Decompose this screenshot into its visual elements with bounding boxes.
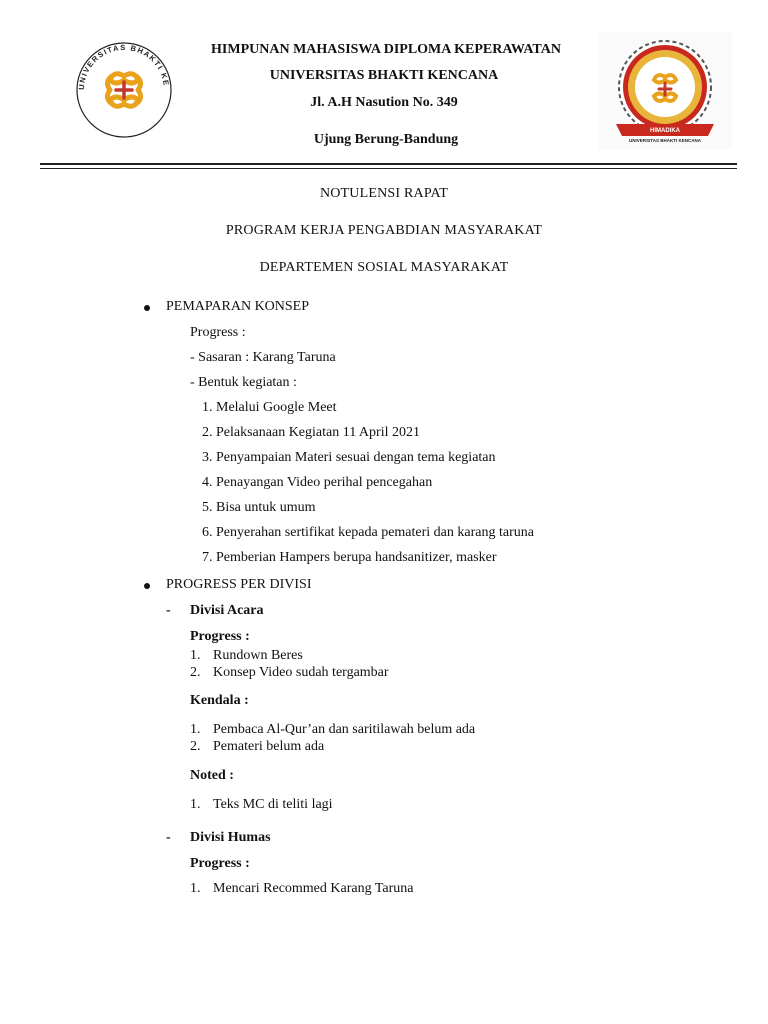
list-item: Konsep Video sudah tergambar — [213, 665, 389, 680]
svg-text:UNIVERSITAS BHAKTI KENCANA: UNIVERSITAS BHAKTI KE — [76, 42, 171, 91]
doc-title: NOTULENSI RAPAT — [319, 186, 449, 201]
section-heading-progress-per-divisi: PROGRESS PER DIVISI — [166, 577, 312, 592]
acara-kendala-label: Kendala : — [190, 693, 249, 708]
list-number: 2. — [190, 739, 201, 754]
list-number: 1. — [190, 722, 201, 737]
list-item: 4. Penayangan Video perihal pencegahan — [202, 475, 433, 490]
svg-text:UNIVERSITAS BHAKTI KENCANA: UNIVERSITAS BHAKTI KENCANA — [629, 138, 701, 143]
header-divider-thick — [40, 163, 737, 165]
list-item: 2. Pelaksanaan Kegiatan 11 April 2021 — [202, 425, 420, 440]
divisi-dash: - — [166, 603, 171, 618]
list-number: 2. — [190, 665, 201, 680]
doc-subtitle-program: PROGRAM KERJA PENGABDIAN MASYARAKAT — [225, 223, 543, 238]
list-item: 7. Pemberian Hampers berupa handsanitizer, masker — [202, 550, 497, 565]
acara-progress-label: Progress : — [190, 629, 250, 644]
bentuk-kegiatan-line: - Bentuk kegiatan : — [190, 375, 297, 390]
section-heading-pemaparan: PEMAPARAN KONSEP — [166, 299, 310, 314]
list-item: Teks MC di teliti lagi — [213, 797, 333, 812]
list-item: 5. Bisa untuk umum — [202, 500, 316, 515]
divisi-humas-title: Divisi Humas — [190, 830, 271, 845]
list-item: 1. Melalui Google Meet — [202, 400, 337, 415]
header-divider-thin — [40, 168, 737, 169]
bullet-icon — [144, 305, 150, 311]
svg-text:HIMADIKA: HIMADIKA — [650, 128, 680, 134]
sasaran-line: - Sasaran : Karang Taruna — [190, 350, 336, 365]
list-number: 1. — [190, 797, 201, 812]
list-item: Pemateri belum ada — [213, 739, 325, 754]
list-item: Mencari Recommed Karang Taruna — [213, 881, 414, 896]
divisi-dash: - — [166, 830, 171, 845]
city: Ujung Berung-Bandung — [313, 132, 459, 147]
acara-noted-label: Noted : — [190, 768, 234, 783]
list-number: 1. — [190, 881, 201, 896]
list-item: Rundown Beres — [213, 648, 303, 663]
org-name: HIMPUNAN MAHASISWA DIPLOMA KEPERAWATAN — [211, 42, 561, 57]
divisi-acara-title: Divisi Acara — [190, 603, 264, 618]
list-item: 3. Penyampaian Materi sesuai dengan tema kegiatan — [202, 450, 496, 465]
bullet-icon — [144, 583, 150, 589]
university-name: UNIVERSITAS BHAKTI KENCANA — [269, 68, 499, 83]
humas-progress-label: Progress : — [190, 856, 250, 871]
list-item: Pembaca Al-Qur’an dan saritilawah belum ada — [213, 722, 476, 737]
list-item: 6. Penyerahan sertifikat kepada pemateri dan karang taruna — [202, 525, 534, 540]
doc-subtitle-department: DEPARTEMEN SOSIAL MASYARAKAT — [259, 260, 509, 275]
address: Jl. A.H Nasution No. 349 — [310, 95, 458, 110]
progress-label: Progress : — [190, 325, 246, 340]
list-number: 1. — [190, 648, 201, 663]
